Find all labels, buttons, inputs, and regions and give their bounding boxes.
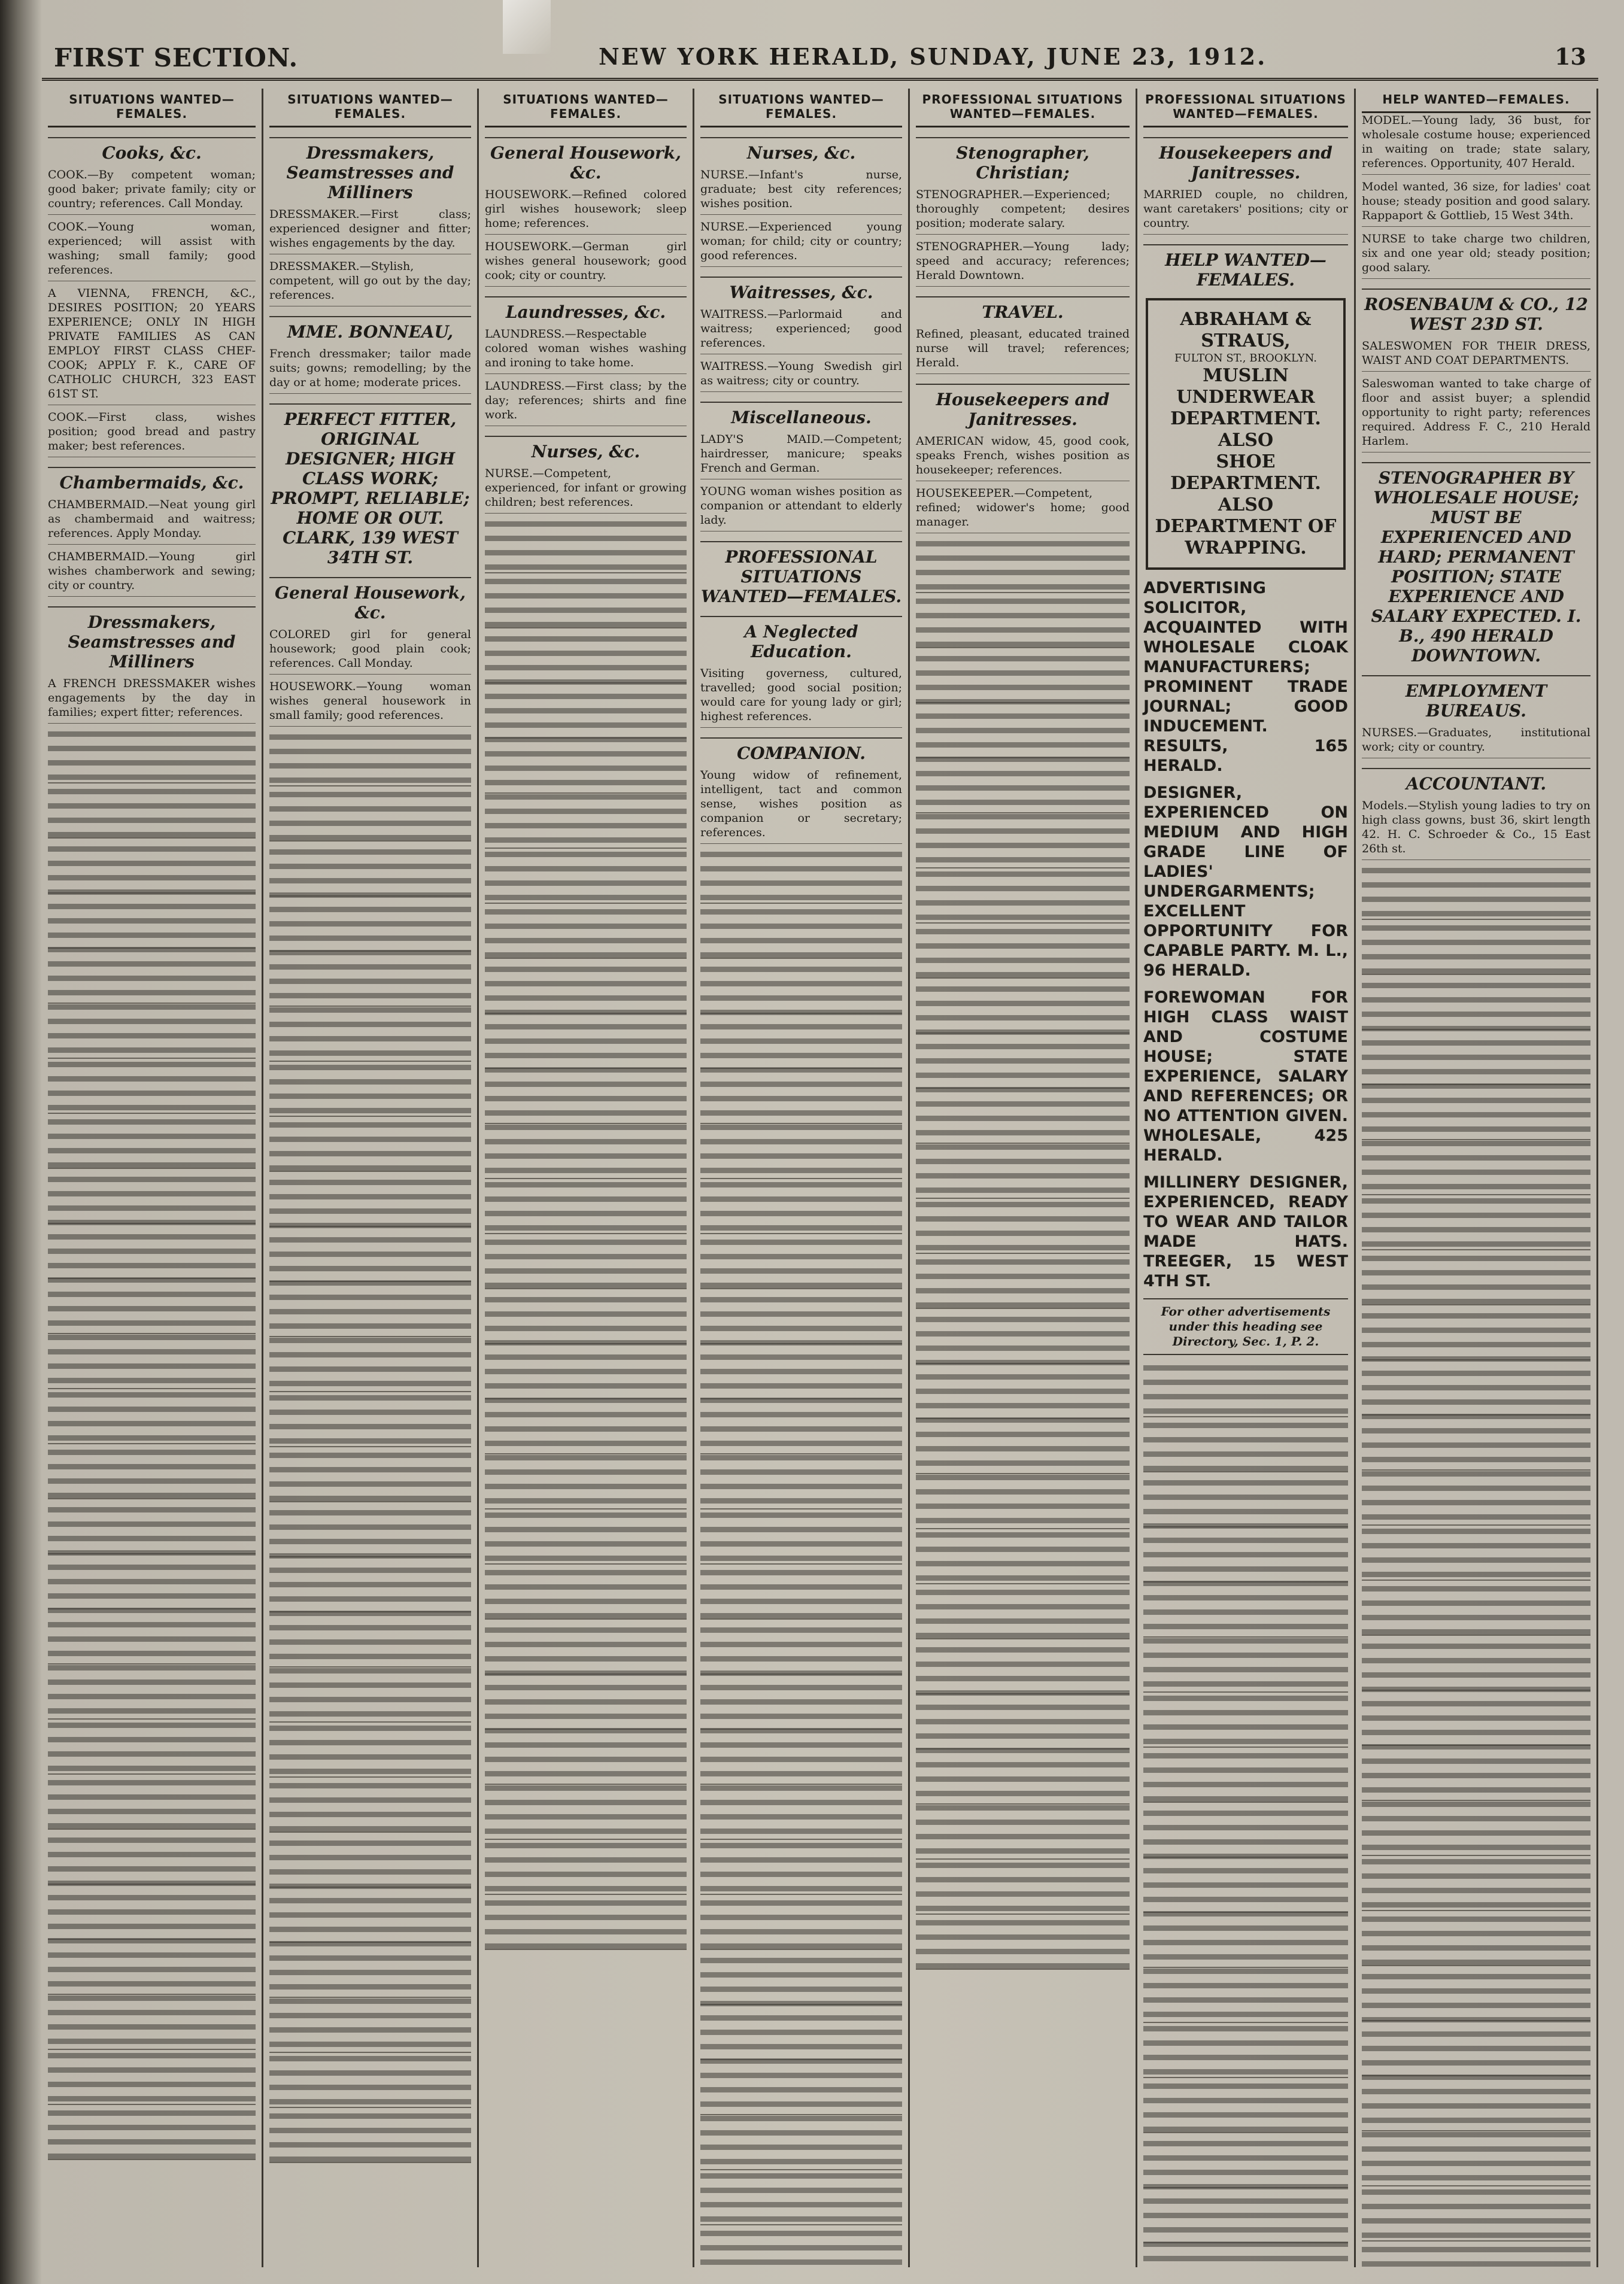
display-ad-line: DEPARTMENT OF WRAPPING.	[1155, 516, 1337, 558]
section-heading: Waitresses, &c.	[700, 277, 902, 302]
section-heading: EMPLOYMENT BUREAUS.	[1362, 675, 1590, 721]
column-heading: HELP WANTED—FEMALES.	[1362, 89, 1590, 113]
section-heading: PERFECT FITTER, ORIGINAL DESIGNER; HIGH CLASS WORK; PROMPT, RELIABLE; HOME OR OUT. CLARK, 139 WEST 34TH ST.	[269, 403, 471, 567]
classified-ad: French dressmaker; tailor made suits; gowns; remodelling; by the day or at home; moderate prices.	[269, 347, 471, 394]
classified-ad: Visiting governess, cultured, travelled; good social position; would care for young lady or girl; highest references.	[700, 666, 902, 728]
column-5	[910, 89, 1137, 2267]
classified-ad: LAUNDRESS.—Respectable colored woman wishes washing and ironing to take home.	[485, 327, 687, 374]
section-heading: HELP WANTED—FEMALES.	[1143, 244, 1348, 290]
classified-ad: NURSE to take charge two children, six and one year old; steady position; good salary.	[1362, 232, 1590, 279]
column-heading: SITUATIONS WANTED—FEMALES.	[485, 89, 687, 127]
classified-ad: STENOGRAPHER.—Young lady; speed and accuracy; references; Herald Downtown.	[916, 239, 1130, 287]
classified-ad: AMERICAN widow, 45, good cook, speaks French, wishes position as housekeeper; references.	[916, 434, 1130, 481]
section-heading: PROFESSIONAL SITUATIONS WANTED—FEMALES.	[700, 541, 902, 606]
column-heading: PROFESSIONAL SITUATIONS WANTED—FEMALES.	[916, 89, 1130, 127]
classified-ad: SALESWOMEN FOR THEIR DRESS, WAIST AND COAT DEPARTMENTS.	[1362, 339, 1590, 372]
classified-ad: Young widow of refinement, intelligent, tact and common sense, wishes position as companion or secretary; references.	[700, 768, 902, 844]
section-heading: Cooks, &c.	[48, 137, 256, 163]
classified-ad: Saleswoman wanted to take charge of floor and assist buyer; a splendid opportunity to right party; references required. Address F. C., 210 Herald Harlem.	[1362, 376, 1590, 452]
section-heading: Housekeepers and Janitresses.	[916, 384, 1130, 429]
section-heading: Stenographer, Christian;	[916, 137, 1130, 183]
dense-classified-text-block	[700, 849, 902, 2267]
section-heading: A Neglected Education.	[700, 616, 902, 661]
classified-ad: MARRIED couple, no children, want caretakers' positions; city or country.	[1143, 187, 1348, 235]
column-1	[42, 89, 263, 2267]
classified-ad: YOUNG woman wishes position as companion or attendant to elderly lady.	[700, 484, 902, 531]
classified-ad: DRESSMAKER.—First class; experienced designer and fitter; wishes engagements by the day.	[269, 207, 471, 254]
section-heading: MME. BONNEAU,	[269, 316, 471, 342]
classified-ad: Models.—Stylish young ladies to try on high class gowns, bust 36, skirt length 42. H. C. Schroeder & Co., 15 East 26th st.	[1362, 798, 1590, 860]
classified-ad: HOUSEKEEPER.—Competent, refined; widower's home; good manager.	[916, 486, 1130, 533]
section-heading: Nurses, &c.	[700, 137, 902, 163]
bold-display-ad: DESIGNER, EXPERIENCED ON MEDIUM AND HIGH GRADE LINE OF LADIES' UNDERGARMENTS; EXCELLENT OPPORTUNITY FOR CAPABLE PARTY. M. L., 96 HERALD.	[1143, 783, 1348, 980]
section-heading: ACCOUNTANT.	[1362, 768, 1590, 794]
section-heading: TRAVEL.	[916, 296, 1130, 322]
dense-classified-text-block	[916, 538, 1130, 1975]
section-heading: Chambermaids, &c.	[48, 467, 256, 493]
display-ad-line: ALSO	[1218, 494, 1274, 515]
classified-ad: COOK.—First class, wishes position; good bread and pastry maker; best references.	[48, 410, 256, 457]
classified-ad: DRESSMAKER.—Stylish, competent, will go out by the day; references.	[269, 259, 471, 306]
section-heading: COMPANION.	[700, 737, 902, 763]
classified-ad: LADY'S MAID.—Competent; hairdresser, manicure; speaks French and German.	[700, 432, 902, 479]
column-heading: SITUATIONS WANTED—FEMALES.	[700, 89, 902, 127]
classified-ad: HOUSEWORK.—Refined colored girl wishes housework; sleep home; references.	[485, 187, 687, 235]
dense-classified-text-block	[1143, 1362, 1348, 2267]
column-2	[263, 89, 479, 2267]
classified-ad: NURSE.—Infant's nurse, graduate; best city references; wishes position.	[700, 168, 902, 215]
classified-ad: WAITRESS.—Parlormaid and waitress; experienced; good references.	[700, 307, 902, 354]
section-heading: Dressmakers, Seamstresses and Milliners	[269, 137, 471, 202]
dense-classified-text-block	[1362, 865, 1590, 2267]
section-heading: Laundresses, &c.	[485, 296, 687, 322]
column-heading: SITUATIONS WANTED—FEMALES.	[48, 89, 256, 127]
classified-ad: HOUSEWORK.—Young woman wishes general housework in small family; good references.	[269, 679, 471, 727]
dense-classified-text-block	[485, 518, 687, 1955]
display-ad-line: ABRAHAM & STRAUS,	[1180, 309, 1312, 351]
column-7	[1356, 89, 1598, 2267]
section-heading: General Housework, &c.	[269, 577, 471, 622]
dense-classified-text-block	[269, 731, 471, 2168]
classified-ad: STENOGRAPHER.—Experienced; thoroughly competent; desires position; moderate salary.	[916, 187, 1130, 235]
classified-ad: A VIENNA, FRENCH, &C., DESIRES POSITION; 20 YEARS EXPERIENCE; ONLY IN HIGH PRIVATE FAMILIES AS CAN EMPLOY FIRST CLASS CHEF-COOK; APPLY F. K., CARE OF CATHOLIC CHURCH, 323 EAST 61ST ST.	[48, 286, 256, 405]
classified-ad: CHAMBERMAID.—Young girl wishes chamberwork and sewing; city or country.	[48, 549, 256, 597]
classified-ad: A FRENCH DRESSMAKER wishes engagements by the day in families; expert fitter; references.	[48, 676, 256, 724]
section-heading: Dressmakers, Seamstresses and Milliners	[48, 606, 256, 672]
classified-ad: MODEL.—Young lady, 36 bust, for wholesale costume house; experienced in waiting on trade; state salary, references. Opportunity, 407 Herald.	[1362, 113, 1590, 175]
directory-notice: For other advertisements under this heading see Directory, Sec. 1, P. 2.	[1143, 1298, 1348, 1355]
page-number: 13	[1555, 43, 1586, 70]
classified-ad: NURSE.—Competent, experienced, for infant or growing children; best references.	[485, 466, 687, 514]
bold-display-ad: MILLINERY DESIGNER, EXPERIENCED, READY TO WEAR AND TAILOR MADE HATS. TREEGER, 15 WEST 4TH ST.	[1143, 1173, 1348, 1290]
display-ad-line: FULTON ST., BROOKLYN.	[1174, 352, 1317, 365]
section-label: FIRST SECTION.	[54, 43, 299, 72]
classified-ad: COOK.—By competent woman; good baker; private family; city or country; references. Call Monday.	[48, 168, 256, 215]
classified-ad: COOK.—Young woman, experienced; will assist with washing; small family; good references.	[48, 220, 256, 281]
column-3	[479, 89, 694, 2267]
column-6	[1137, 89, 1356, 2267]
section-heading: General Housework, &c.	[485, 137, 687, 183]
newspaper-dateline: NEW YORK HERALD, SUNDAY, JUNE 23, 1912.	[599, 43, 1267, 70]
classified-ad: NURSES.—Graduates, institutional work; city or country.	[1362, 725, 1590, 758]
classified-ad: HOUSEWORK.—German girl wishes general housework; good cook; city or country.	[485, 239, 687, 287]
column-4	[694, 89, 910, 2267]
display-ad-line: ALSO	[1218, 430, 1274, 451]
column-heading: PROFESSIONAL SITUATIONS WANTED—FEMALES.	[1143, 89, 1348, 127]
classified-ad: LAUNDRESS.—First class; by the day; references; shirts and fine work.	[485, 379, 687, 426]
display-ad-box	[1146, 298, 1346, 570]
section-heading: STENOGRAPHER BY WHOLESALE HOUSE; MUST BE EXPERIENCED AND HARD; PERMANENT POSITION; STATE EXPERIENCE AND SALARY EXPECTED. I. B., 490 HERALD DOWNTOWN.	[1362, 462, 1590, 666]
bold-display-ad: ADVERTISING SOLICITOR, ACQUAINTED WITH WHOLESALE CLOAK MANUFACTURERS; PROMINENT TRADE JOURNAL; GOOD INDUCEMENT. RESULTS, 165 HERALD.	[1143, 579, 1348, 775]
column-heading: SITUATIONS WANTED—FEMALES.	[269, 89, 471, 127]
bold-display-ad: FOREWOMAN FOR HIGH CLASS WAIST AND COSTUME HOUSE; STATE EXPERIENCE, SALARY AND REFERENCES; OR NO ATTENTION GIVEN. WHOLESALE, 425 HERALD.	[1143, 988, 1348, 1165]
display-ad-line: SHOE DEPARTMENT.	[1170, 451, 1321, 494]
classified-ad: WAITRESS.—Young Swedish girl as waitress; city or country.	[700, 359, 902, 392]
masthead	[42, 36, 1598, 81]
section-heading: ROSENBAUM & CO., 12 WEST 23D ST.	[1362, 288, 1590, 334]
section-heading: Miscellaneous.	[700, 402, 902, 427]
classified-ad: NURSE.—Experienced young woman; for child; city or country; good references.	[700, 220, 902, 267]
classified-ad: Model wanted, 36 size, for ladies' coat house; steady position and good salary. Rappaport & Gottlieb, 15 West 34th.	[1362, 180, 1590, 227]
classified-ad: COLORED girl for general housework; good plain cook; references. Call Monday.	[269, 627, 471, 675]
section-heading: Nurses, &c.	[485, 436, 687, 461]
classified-ad: Refined, pleasant, educated trained nurse will travel; references; Herald.	[916, 327, 1130, 374]
dense-classified-text-block	[48, 728, 256, 2165]
classified-ad: CHAMBERMAID.—Neat young girl as chambermaid and waitress; references. Apply Monday.	[48, 497, 256, 545]
section-heading: Housekeepers and Janitresses.	[1143, 137, 1348, 183]
display-ad-line: MUSLIN UNDERWEAR DEPARTMENT.	[1170, 365, 1321, 429]
